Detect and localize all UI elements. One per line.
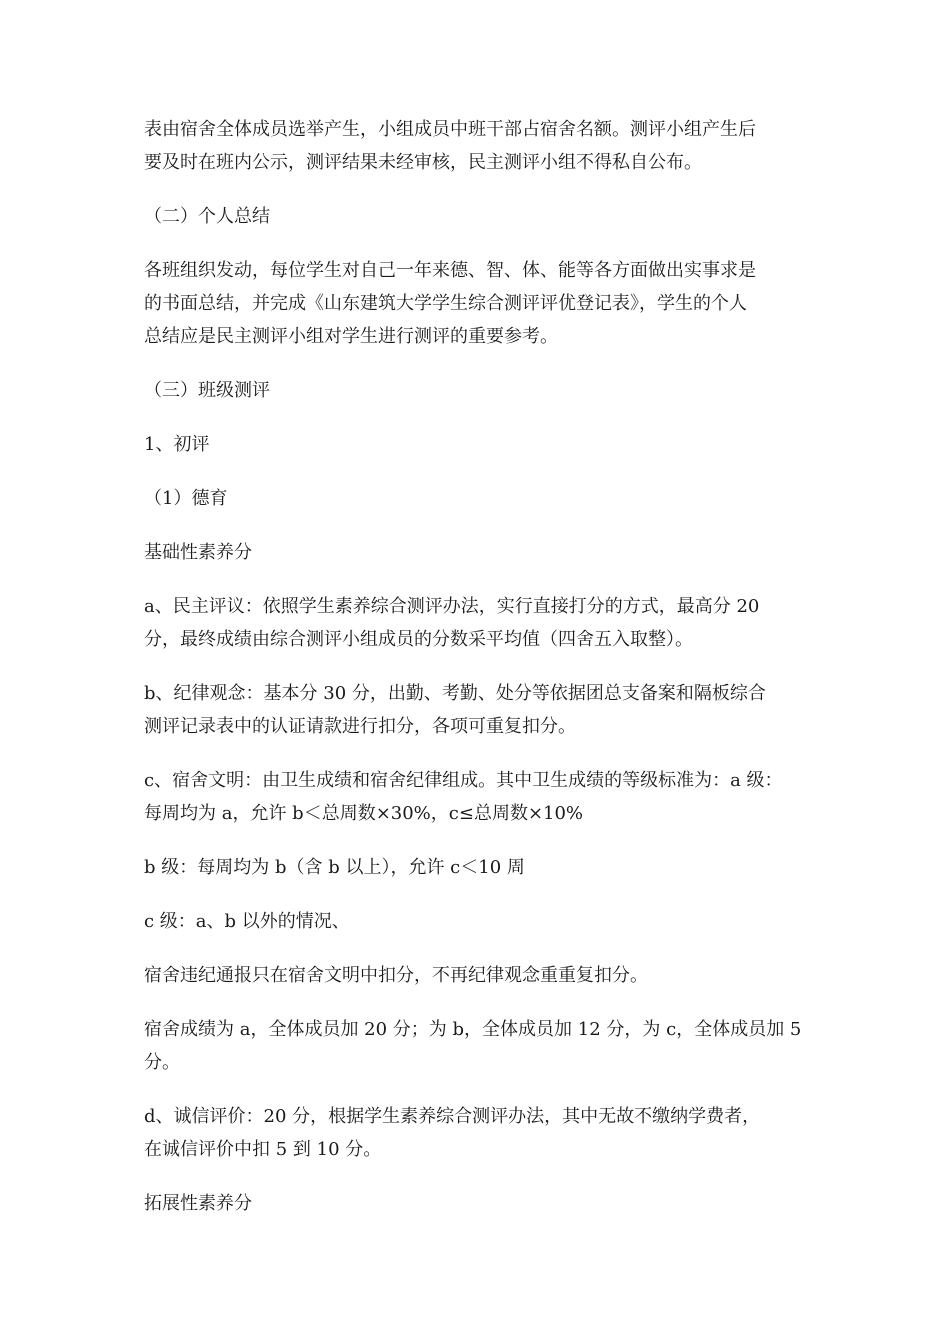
text-line: 每周均为 a，允许 b＜总周数×30%，c≤总周数×10% [144, 803, 584, 824]
paragraph-item-b [144, 677, 820, 743]
subheading-moral-education [144, 482, 820, 515]
paragraph-grade-b [144, 851, 820, 884]
text-line: 的书面总结，并完成《山东建筑大学学生综合测评评优登记表》，学生的个人 [144, 293, 747, 314]
text-line: 测评记录表中的认证请款进行扣分，各项可重复扣分。 [144, 716, 576, 737]
text-line: c 级：a、b 以外的情况、 [144, 911, 350, 932]
text-line: 1、初评 [144, 434, 210, 455]
paragraph-item-a [144, 590, 820, 656]
text-line: c、宿舍文明：由卫生成绩和宿舍纪律组成。其中卫生成绩的等级标准为：a 级： [144, 770, 783, 791]
paragraph-dorm-violation [144, 959, 820, 992]
text-line: 表由宿舍全体成员选举产生，小组成员中班干部占宿舍名额。测评小组产生后 [144, 119, 756, 140]
document-body [144, 113, 820, 1241]
text-line: 分。 [144, 1052, 180, 1073]
text-line: 在诚信评价中扣 5 到 10 分。 [144, 1139, 382, 1160]
text-line: b 级：每周均为 b（含 b 以上），允许 c＜10 周 [144, 857, 525, 878]
text-line: 各班组织发动，每位学生对自己一年来德、智、体、能等各方面做出实事求是 [144, 260, 756, 281]
text-line: 拓展性素养分 [144, 1193, 252, 1214]
text-line: 基础性素养分 [144, 542, 252, 563]
text-line: （三）班级测评 [144, 380, 270, 401]
paragraph-item-d [144, 1100, 820, 1166]
text-line: 宿舍违纪通报只在宿舍文明中扣分，不再纪律观念重重复扣分。 [144, 965, 648, 986]
text-line: 分，最终成绩由综合测评小组成员的分数采平均值（四舍五入取整）。 [144, 629, 693, 650]
paragraph-item-c [144, 764, 820, 830]
text-line: （二）个人总结 [144, 206, 270, 227]
paragraph-selection-procedure [144, 113, 820, 179]
text-line: b、纪律观念：基本分 30 分，出勤、考勤、处分等依据团总支备案和隔板综合 [144, 683, 766, 704]
paragraph-personal-summary [144, 254, 820, 353]
text-line: a、民主评议：依照学生素养综合测评办法，实行直接打分的方式，最高分 20 [144, 596, 760, 617]
text-line: 要及时在班内公示，测评结果未经审核，民主测评小组不得私自公布。 [144, 152, 702, 173]
text-line: 宿舍成绩为 a，全体成员加 20 分；为 b，全体成员加 12 分，为 c，全体成员加 5 [144, 1019, 802, 1040]
subheading-extended-score [144, 1187, 820, 1220]
subheading-initial-evaluation [144, 428, 820, 461]
section-heading-class-evaluation [144, 374, 820, 407]
subheading-basic-score [144, 536, 820, 569]
paragraph-dorm-score [144, 1013, 820, 1079]
paragraph-grade-c [144, 905, 820, 938]
text-line: （1）德育 [144, 488, 228, 509]
text-line: 总结应是民主测评小组对学生进行测评的重要参考。 [144, 326, 558, 347]
section-heading-personal-summary [144, 200, 820, 233]
text-line: d、诚信评价：20 分，根据学生素养综合测评办法，其中无故不缴纳学费者， [144, 1106, 761, 1127]
